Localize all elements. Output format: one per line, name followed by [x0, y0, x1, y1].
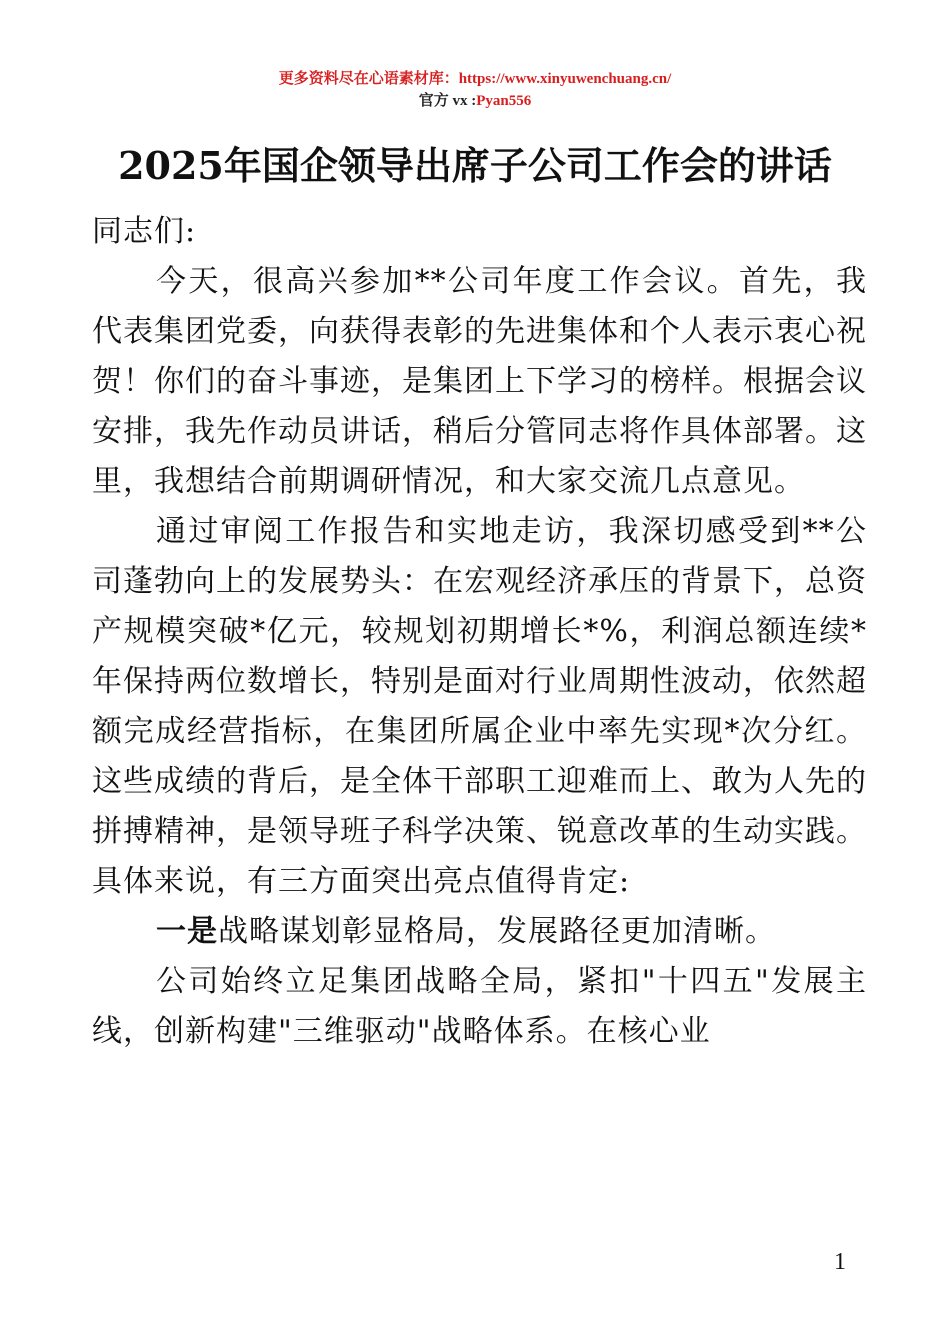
contact-label: 官方 vx :	[418, 93, 477, 109]
document-title: 2025年国企领导出席子公司工作会的讲话	[118, 143, 832, 188]
contact-id: Pyan556	[476, 93, 532, 109]
page-number: 1	[834, 1249, 846, 1275]
point-one-text: 战略谋划彰显格局，发展路径更加清晰。	[218, 914, 776, 949]
promo-label: 更多资料尽在心语素材库：	[278, 71, 459, 87]
point-one-lead: 一是	[156, 914, 218, 949]
document-body	[92, 207, 867, 1057]
paragraph-2: 通过审阅工作报告和实地走访，我深切感受到**公司蓬勃向上的发展势头：在宏观经济承压的背景下，总资产规模突破*亿元，较规划初期增长*%，利润总额连续*年保持两位数增长，特别是面对行业周期性波动，依然超额完成经营指标，在集团所属企业中率先实现*次分红。这些成绩的背后，是全体干部职工迎难而上、敢为人先的拼搏精神，是领导班子科学决策、锐意改革的生动实践。具体来说，有三方面突出亮点值得肯定:	[92, 514, 867, 899]
salutation: 同志们:	[92, 214, 197, 249]
point-one-paragraph	[92, 907, 867, 957]
paragraph-3: 公司始终立足集团战略全局，紧扣"十四五"发展主线，创新构建"三维驱动"战略体系。在核心业	[92, 964, 867, 1049]
promo-header	[0, 70, 950, 88]
promo-url-link[interactable]: https://www.xinyuwenchuang.cn/	[458, 71, 672, 87]
contact-header	[0, 92, 950, 110]
paragraph-1: 今天，很高兴参加**公司年度工作会议。首先，我代表集团党委，向获得表彰的先进集体和个人表示衷心祝贺！你们的奋斗事迹，是集团上下学习的榜样。根据会议安排，我先作动员讲话，稍后分管同志将作具体部署。这里，我想结合前期调研情况，和大家交流几点意见。	[92, 264, 867, 499]
